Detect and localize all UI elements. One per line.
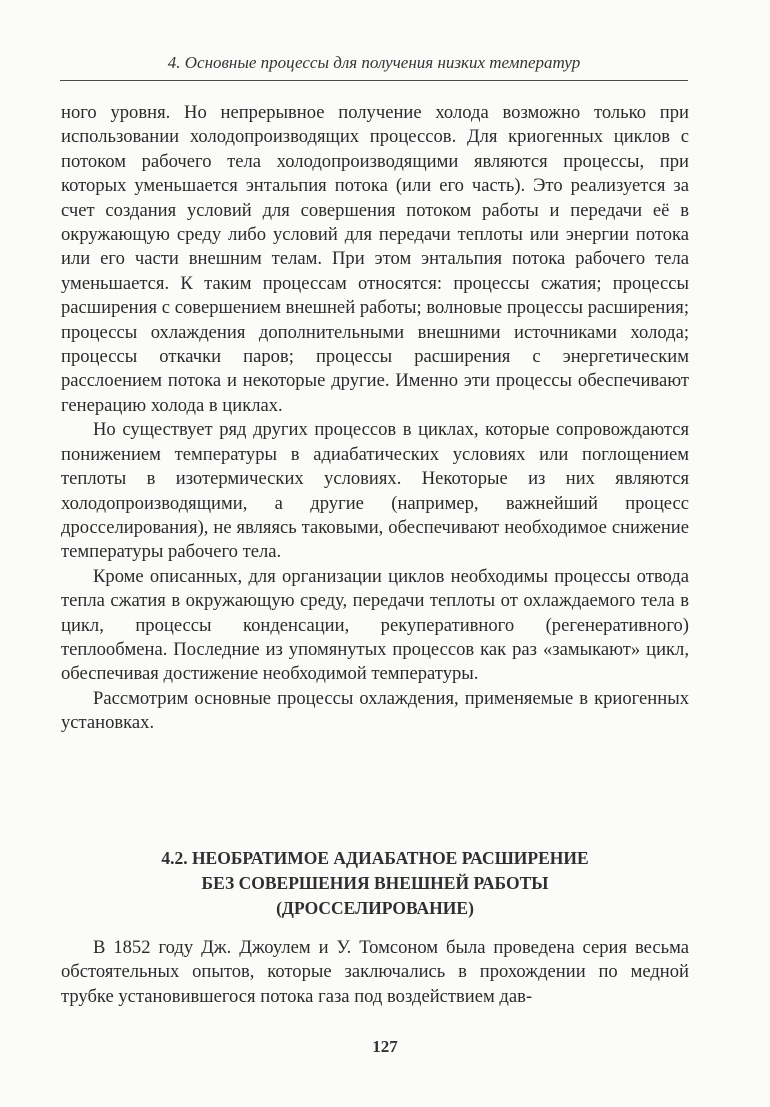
paragraph-consider-processes: Рассмотрим основные процессы охлаждения, применяемые в криогенных установках. (61, 687, 689, 734)
section-heading-line-2: БЕЗ СОВЕРШЕНИЯ ВНЕШНЕЙ РАБОТЫ (201, 873, 549, 893)
page-number: 127 (372, 1037, 398, 1056)
running-header: 4. Основные процессы для получения низких температур (167, 53, 581, 72)
body-text (61, 101, 689, 736)
header-rule (60, 80, 688, 81)
section-heading (61, 846, 689, 921)
section-heading-line-1: 4.2. НЕОБРАТИМОЕ АДИАБАТНОЕ РАСШИРЕНИЕ (161, 848, 589, 868)
paragraph-other-processes: Но существует ряд других процессов в циклах, которые сопровождаются понижением температуры в адиабатических условиях или поглощением теплоты в изотермических условиях. Некоторые из них являются холодопроизводящими, а другие (например, важнейший процесс дросселирования), не являясь таковыми, обеспечивают необходимое снижение температуры рабочего тела. (61, 419, 689, 563)
paragraph-continuation: ного уровня. Но непрерывное получение холода возможно только при использовании холодопроизводящих процессов. Для криогенных циклов с потоком рабочего тела холодопроизводящими являются процессы, при которых уменьшается энтальпия потока (или его часть). Это реализуется за счет создания условий для совершения потоком работы и передачи её в окружающую среду либо условий для передачи теплоты или энергии потока или его части внешним телам. При этом энтальпия потока рабочего тела уменьшается. К таким процессам относятся: процессы сжатия; процессы расширения с совершением внешней работы; волновые процессы расширения; процессы охлаждения дополнительными внешними источниками холода; процессы откачки паров; процессы расширения с энергетическим расслоением потока и некоторые другие. Именно эти процессы обеспечивают генерацию холода в циклах. (61, 102, 689, 416)
paragraph-cycle-processes: Кроме описанных, для организации циклов необходимы процессы отвода тепла сжатия в окружающую среду, передачи теплоты от охлаждаемого тела в цикл, процессы конденсации, рекуперативного (регенеративного) теплообмена. Последние из упомянутых процессов как раз «замыкают» цикл, обеспечивая достижение необходимой температуры. (61, 565, 689, 685)
section-heading-line-3: (ДРОССЕЛИРОВАНИЕ) (276, 898, 474, 918)
paragraph-joule-thomson: В 1852 году Дж. Джоулем и У. Томсоном была проведена серия весьма обстоятельных опытов, которые заключались в прохождении по медной трубке установившегося потока газа под воздействием дав- (61, 937, 689, 1007)
section-body (61, 936, 689, 1009)
